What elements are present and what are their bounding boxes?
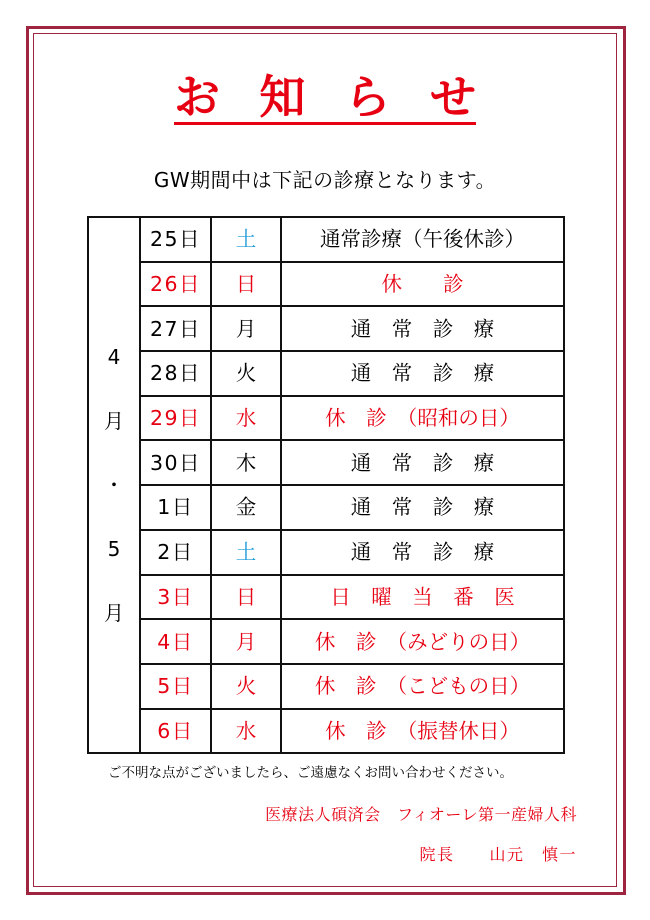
weekday-cell: 火 [211, 664, 281, 709]
weekday-cell: 土 [211, 217, 281, 262]
inquiry-note: ご不明な点がございましたら、ご遠慮なくお問い合わせください。 [108, 765, 513, 781]
date-cell: 4日 [140, 619, 211, 664]
weekday-cell: 日 [211, 575, 281, 620]
date-cell: 3日 [140, 575, 211, 620]
clinic-name: 医療法人碩済会 フィオーレ第一産婦人科 [265, 805, 577, 824]
date-cell: 25日 [140, 217, 211, 262]
date-cell: 30日 [140, 440, 211, 485]
schedule-row [88, 396, 564, 441]
director-name: 院長 山元 慎一 [419, 845, 577, 864]
note-cell: 日 曜 当 番 医 [281, 575, 564, 620]
notice-title: お 知 ら せ [174, 70, 476, 124]
note-cell: 通 常 診 療 [281, 440, 564, 485]
note-cell: 休 診 （こどもの日） [281, 664, 564, 709]
month-label-char: ・ [104, 473, 124, 498]
weekday-cell: 水 [211, 709, 281, 754]
schedule-row [88, 664, 564, 709]
schedule-row [88, 351, 564, 396]
schedule-row [88, 306, 564, 351]
weekday-cell: 火 [211, 351, 281, 396]
weekday-cell: 土 [211, 530, 281, 575]
schedule-row [88, 709, 564, 754]
note-cell: 通 常 診 療 [281, 306, 564, 351]
schedule-table [87, 216, 565, 754]
note-cell: 通 常 診 療 [281, 485, 564, 530]
notice-subtitle: GW期間中は下記の診療となります。 [153, 168, 497, 192]
weekday-cell: 水 [211, 396, 281, 441]
weekday-cell: 木 [211, 440, 281, 485]
month-label [88, 217, 140, 753]
schedule-row [88, 217, 564, 262]
note-cell: 休 診 （昭和の日） [281, 396, 564, 441]
weekday-cell: 金 [211, 485, 281, 530]
weekday-cell: 月 [211, 619, 281, 664]
note-cell: 休 診 （振替休日） [281, 709, 564, 754]
note-cell: 通 常 診 療 [281, 351, 564, 396]
weekday-cell: 日 [211, 262, 281, 307]
date-cell: 2日 [140, 530, 211, 575]
schedule-row [88, 575, 564, 620]
note-cell: 休 診 [281, 262, 564, 307]
schedule-row [88, 262, 564, 307]
date-cell: 26日 [140, 262, 211, 307]
month-label-char: 月 [104, 409, 124, 434]
note-cell: 通 常 診 療 [281, 530, 564, 575]
date-cell: 1日 [140, 485, 211, 530]
schedule-row [88, 440, 564, 485]
month-label-char: 5 [107, 537, 121, 562]
date-cell: 28日 [140, 351, 211, 396]
month-label-char: 4 [107, 345, 121, 370]
note-cell: 休 診 （みどりの日） [281, 619, 564, 664]
schedule-row [88, 619, 564, 664]
date-cell: 29日 [140, 396, 211, 441]
month-label-char: 月 [104, 601, 124, 626]
date-cell: 27日 [140, 306, 211, 351]
schedule-row [88, 485, 564, 530]
weekday-cell: 月 [211, 306, 281, 351]
schedule-row [88, 530, 564, 575]
note-cell: 通常診療（午後休診） [281, 217, 564, 262]
date-cell: 5日 [140, 664, 211, 709]
date-cell: 6日 [140, 709, 211, 754]
